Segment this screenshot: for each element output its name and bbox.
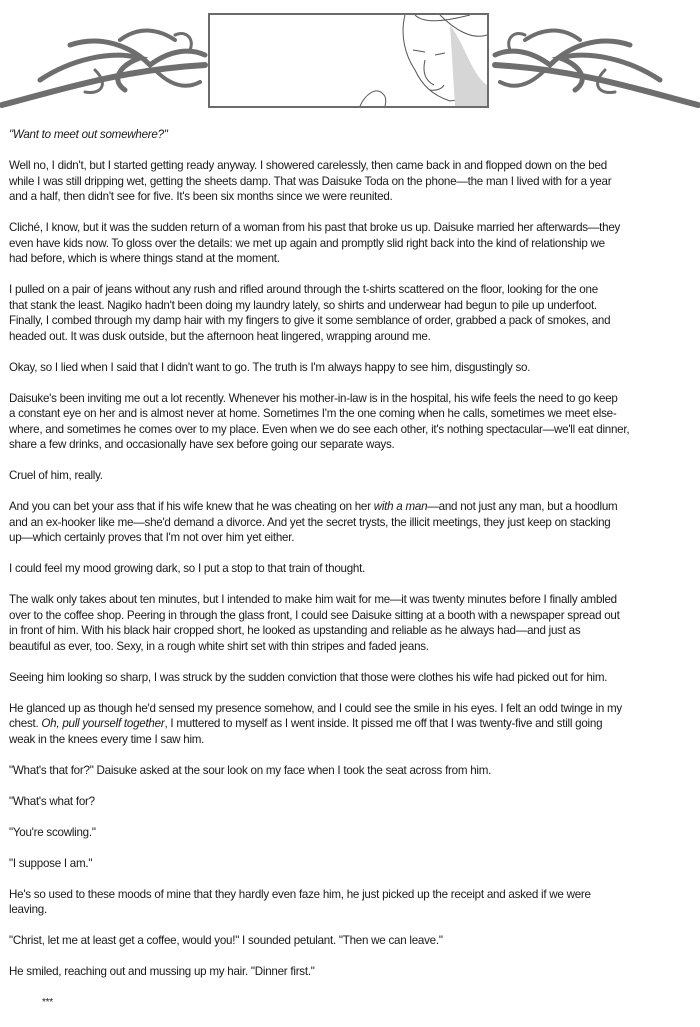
text-line: headed out. It was dusk outside, but the afternoon heat lingered, wrapping around me. (9, 329, 431, 343)
scene-separator: *** (42, 997, 53, 1008)
text-line: while I was still dripping wet, getting the sheets damp. That was Daisuke Toda on the phone—the man I lived with for a year (9, 174, 612, 188)
text-line: He's so used to these moods of mine that they hardly even faze him, he just picked up the receipt and asked if we were (9, 887, 591, 901)
text-line: share a few drinks, and occasionally have sex before going our separate ways. (9, 438, 395, 451)
paragraph (9, 360, 699, 376)
text-line: "You're scowling." (9, 825, 96, 839)
paragraph (9, 391, 699, 453)
paragraph (9, 282, 699, 344)
paragraph (9, 856, 699, 872)
text-line: where, and sometimes he comes over to my place. Even when we do see each other, it's nothing spectacular—we'll eat dinner, (9, 422, 630, 436)
text-line: "What's that for?" Daisuke asked at the sour look on my face when I took the seat across from him. (9, 763, 492, 777)
text-line: He smiled, reaching out and mussing up my hair. "Dinner first." (9, 965, 315, 978)
opening-quote: "Want to meet out somewhere?" (9, 128, 168, 141)
text-line: Cruel of him, really. (9, 469, 103, 482)
text-line: Okay, so I lied when I said that I didn't want to go. The truth is I'm always happy to see him, disgustingly so. (9, 360, 531, 374)
man-portrait-illustration (210, 15, 487, 106)
emphasis: with a man (373, 500, 428, 513)
tribal-ornament-right (495, 31, 698, 105)
paragraph (9, 825, 699, 841)
text-line: a constant eye on her and is almost never at home. Sometimes I'm the one coming when he calls, sometimes we meet else- (9, 407, 617, 420)
text-line: Daisuke's been inviting me out a lot recently. Whenever his mother-in-law is in the hospital, his wife feels the need to go keep (9, 391, 618, 405)
paragraph: He glanced up as though he'd sensed my presence somehow, and I could see the smile in his eyes. I felt an odd twinge in my chest. Oh, pull yourself together, I muttered to myself as I went inside. It pissed me off that I was twenty-five and still going weak in the knees every time I saw him. (9, 701, 622, 746)
tribal-ornament-left (2, 31, 205, 105)
paragraph (9, 887, 699, 918)
text-line: "I suppose I am." (9, 856, 93, 870)
paragraph (9, 670, 699, 686)
text-line: Well no, I didn't, but I started getting ready anyway. I showered carelessly, then came back in and flopped down on the bed (9, 159, 607, 172)
paragraph (9, 763, 699, 779)
emphasis: Oh, pull yourself together (41, 717, 165, 730)
paragraph (9, 964, 699, 980)
paragraph (9, 933, 699, 949)
text-line: Finally, I combed through my damp hair with my fingers to give it some semblance of order, grabbed a pack of smokes, and (9, 314, 611, 327)
text-line: I pulled on a pair of jeans without any rush and rifled around through the t-shirts scattered on the floor, looking for the one (9, 283, 598, 296)
text-line: "Christ, let me at least get a coffee, would you!" I sounded petulant. "Then we can leave." (9, 934, 443, 947)
text-line: had before, which is where things stand at the moment. (9, 252, 280, 265)
text-line: and a half, then didn't see for five. It's been six months since we were reunited. (9, 190, 393, 203)
text-line: "What's what for? (9, 794, 95, 808)
paragraph (9, 158, 699, 205)
text-line: The walk only takes about ten minutes, but I intended to make him wait for me—it was twenty minutes before I finally ambled (9, 593, 617, 606)
text-line: Cliché, I know, but it was the sudden return of a woman from his past that broke us up. Daisuke married her afterwards—they (9, 221, 621, 234)
story-text (9, 127, 699, 1026)
text-line: leaving. (9, 903, 47, 916)
text-line: that stank the least. Nagiko hadn't been doing my laundry lately, so shirts and underwear had begun to pile up underfoot. (9, 298, 597, 312)
paragraph (9, 794, 699, 810)
portrait-frame (208, 13, 489, 108)
text-line: Seeing him looking so sharp, I was struck by the sudden conviction that those were clothes his wife had picked out for him. (9, 670, 608, 684)
text-line: beautiful as ever, too. Sexy, in a rough white shirt set with thin stripes and faded jeans. (9, 639, 429, 653)
text-line: even have kids now. To gloss over the details: we met up again and promptly slid right back into the kind of relationship we (9, 236, 605, 250)
paragraph (9, 220, 699, 267)
paragraph (9, 561, 699, 577)
paragraph (9, 468, 699, 484)
paragraph (9, 592, 699, 654)
text-line: over to the coffee shop. Peering in through the glass front, I could see Daisuke sitting at a booth with a newspaper spread out (9, 608, 620, 622)
paragraph: And you can bet your ass that if his wife knew that he was cheating on her with a man—and not just any man, but a hoodlum and an ex-hooker like me—she'd demand a divorce. And yet the secret trysts, the illicit meetings, they just keep on stacking up—which certainly proves that I'm not over him yet either. (9, 500, 618, 544)
text-line: I could feel my mood growing dark, so I put a stop to that train of thought. (9, 562, 366, 575)
text-line: in front of him. With his black hair cropped short, he looked as upstanding and reliable as he always had—and just as (9, 624, 581, 637)
